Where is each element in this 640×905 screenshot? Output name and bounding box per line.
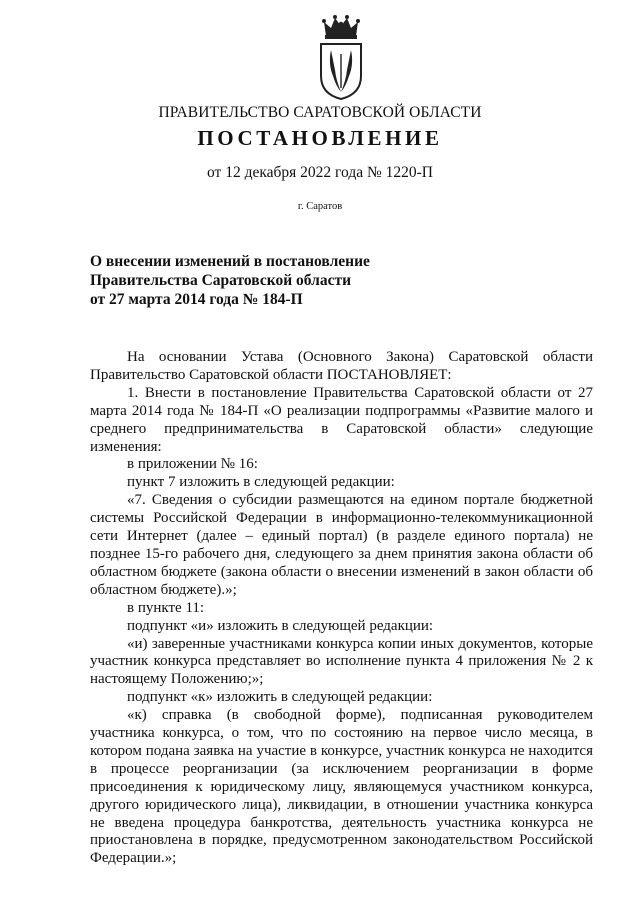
- paragraph-point-7-text: «7. Сведения о субсидии размещаются на едином портале бюджетной системы Российской Федерации в информационно-телекоммуникационной сети Интернет (далее – единый портал) (в разделе единого портала) не позднее 15-го рабочего дня, следующего за днем принятия закона области об областном бюджете (закона области о внесении изменений в закон области об областном бюджете).»;: [90, 492, 593, 598]
- title-line: от 27 марта 2014 года № 184-П: [90, 291, 303, 308]
- paragraph-subpoint-k-intro: подпункт «к» изложить в следующей редакции:: [127, 689, 433, 706]
- paragraph-subpoint-k-text: «к) справка (в свободной форме), подписанная руководителем участника конкурса, о том, что по состоянию на первое число месяца, в котором подана заявка на участие в конкурсе, участник конкурса не находится в процессе реорганизации (за исключением реорганизации в форме присоединения к юридическому лицу, являющемуся участником конкурса, другого юридического лица), ликвидации, в отношении участника конкурса не введена процедура банкротства, деятельность участника конкурса не приостановлена в порядке, предусмотренном законодательством Российской Федерации.»;: [90, 707, 593, 867]
- paragraph-point-11: в пункте 11:: [127, 599, 205, 616]
- paragraph-subpoint-i-intro: подпункт «и» изложить в следующей редакции:: [127, 617, 434, 634]
- saratov-coat-of-arms-icon: [318, 14, 364, 100]
- paragraph-appendix-16: в приложении № 16:: [127, 456, 258, 473]
- document-date-number: от 12 декабря 2022 года № 1220-П: [207, 164, 433, 181]
- title-line: О внесении изменений в постановление: [90, 253, 370, 270]
- document-body: [90, 349, 593, 868]
- title-line: Правительства Саратовской области: [90, 272, 351, 289]
- paragraph-subpoint-i-text: «и) заверенные участниками конкурса копии иных документов, которые участник конкурса представляет во исполнение пункта 4 приложения № 2 к настоящему Положению;»;: [90, 635, 593, 688]
- paragraph-point-7-intro: пункт 7 изложить в следующей редакции:: [127, 474, 395, 491]
- document-type: ПОСТАНОВЛЕНИЕ: [197, 126, 443, 150]
- document-title: [90, 252, 510, 309]
- document-city: г. Саратов: [297, 201, 343, 212]
- government-name: ПРАВИТЕЛЬСТВО САРАТОВСКОЙ ОБЛАСТИ: [158, 104, 482, 121]
- paragraph-item-1: 1. Внести в постановление Правительства Саратовской области от 27 марта 2014 года № 184-П «О реализации подпрограммы «Развитие малого и среднего предпринимательства в Саратовской области» следующие изменения:: [90, 384, 593, 455]
- paragraph-basis: На основании Устава (Основного Закона) Саратовской области Правительство Саратовской области ПОСТАНОВЛЯЕТ:: [90, 349, 593, 383]
